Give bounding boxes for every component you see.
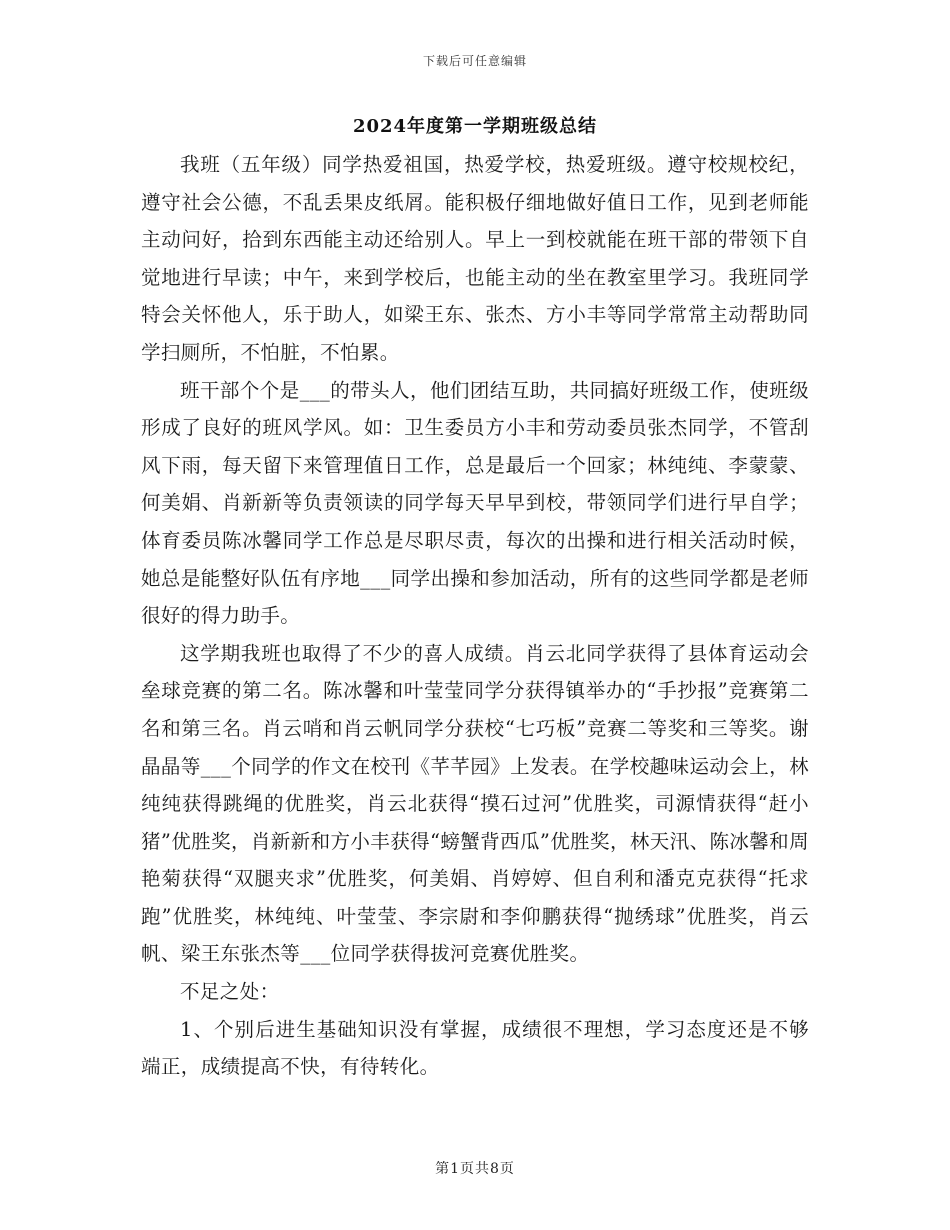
page-number-footer: 第1页共8页: [435, 1161, 515, 1177]
paragraph-achievements: 这学期我班也取得了不少的喜人成绩。肖云北同学获得了县体育运动会垒球竞赛的第二名。陈冰馨和叶莹莹同学分获得镇举办的“手抄报”竞赛第二名和第三名。肖云哨和肖云帆同学分获校“七巧板”竞赛二等奖和三等奖。谢晶晶等___个同学的作文在校刊《芊芊园》上发表。在学校趣味运动会上，林纯纯获得跳绳的优胜奖，肖云北获得“摸石过河”优胜奖，司源情获得“赶小猪”优胜奖，肖新新和方小丰获得“螃蟹背西瓜”优胜奖，林天汛、陈冰馨和周艳菊获得“双腿夹求”优胜奖，何美娟、肖婷婷、但自利和潘克克获得“托求跑”优胜奖，林纯纯、叶莹莹、李宗尉和李仰鹏获得“抛绣球”优胜奖，肖云帆、梁王东张杰等___位同学获得拔河竞赛优胜奖。: [141, 641, 809, 966]
document-title: 2024年度第一学期班级总结: [352, 116, 598, 137]
paragraph-shortcomings-heading: 不足之处：: [180, 980, 280, 1004]
paragraph-shortcoming-1: 1、个别后进生基础知识没有掌握，成绩很不理想，学习态度还是不够端正，成绩提高不快，有待转化。: [141, 1017, 809, 1079]
paragraph-class-leaders: 班干部个个是___的带头人，他们团结互助，共同搞好班级工作，使班级形成了良好的班风学风。如：卫生委员方小丰和劳动委员张杰同学，不管刮风下雨，每天留下来管理值日工作，总是最后一个回家；林纯纯、李蒙蒙、何美娟、肖新新等负责领读的同学每天早早到校，带领同学们进行早自学；体育委员陈冰馨同学工作总是尽职尽责，每次的出操和进行相关活动时候，她总是能整好队伍有序地___同学出操和参加活动，所有的这些同学都是老师很好的得力助手。: [141, 378, 809, 628]
document-body: [141, 146, 809, 1086]
paragraph-class-conduct: 我班（五年级）同学热爱祖国，热爱学校，热爱班级。遵守校规校纪，遵守社会公德，不乱丢果皮纸屑。能积极仔细地做好值日工作，见到老师能主动问好，拾到东西能主动还给别人。早上一到校就能在班干部的带领下自觉地进行早读；中午，来到学校后，也能主动的坐在教室里学习。我班同学特会关怀他人，乐于助人，如梁王东、张杰、方小丰等同学常常主动帮助同学扫厕所，不怕脏，不怕累。: [141, 153, 809, 364]
header-note: 下载后可任意编辑: [422, 54, 527, 68]
